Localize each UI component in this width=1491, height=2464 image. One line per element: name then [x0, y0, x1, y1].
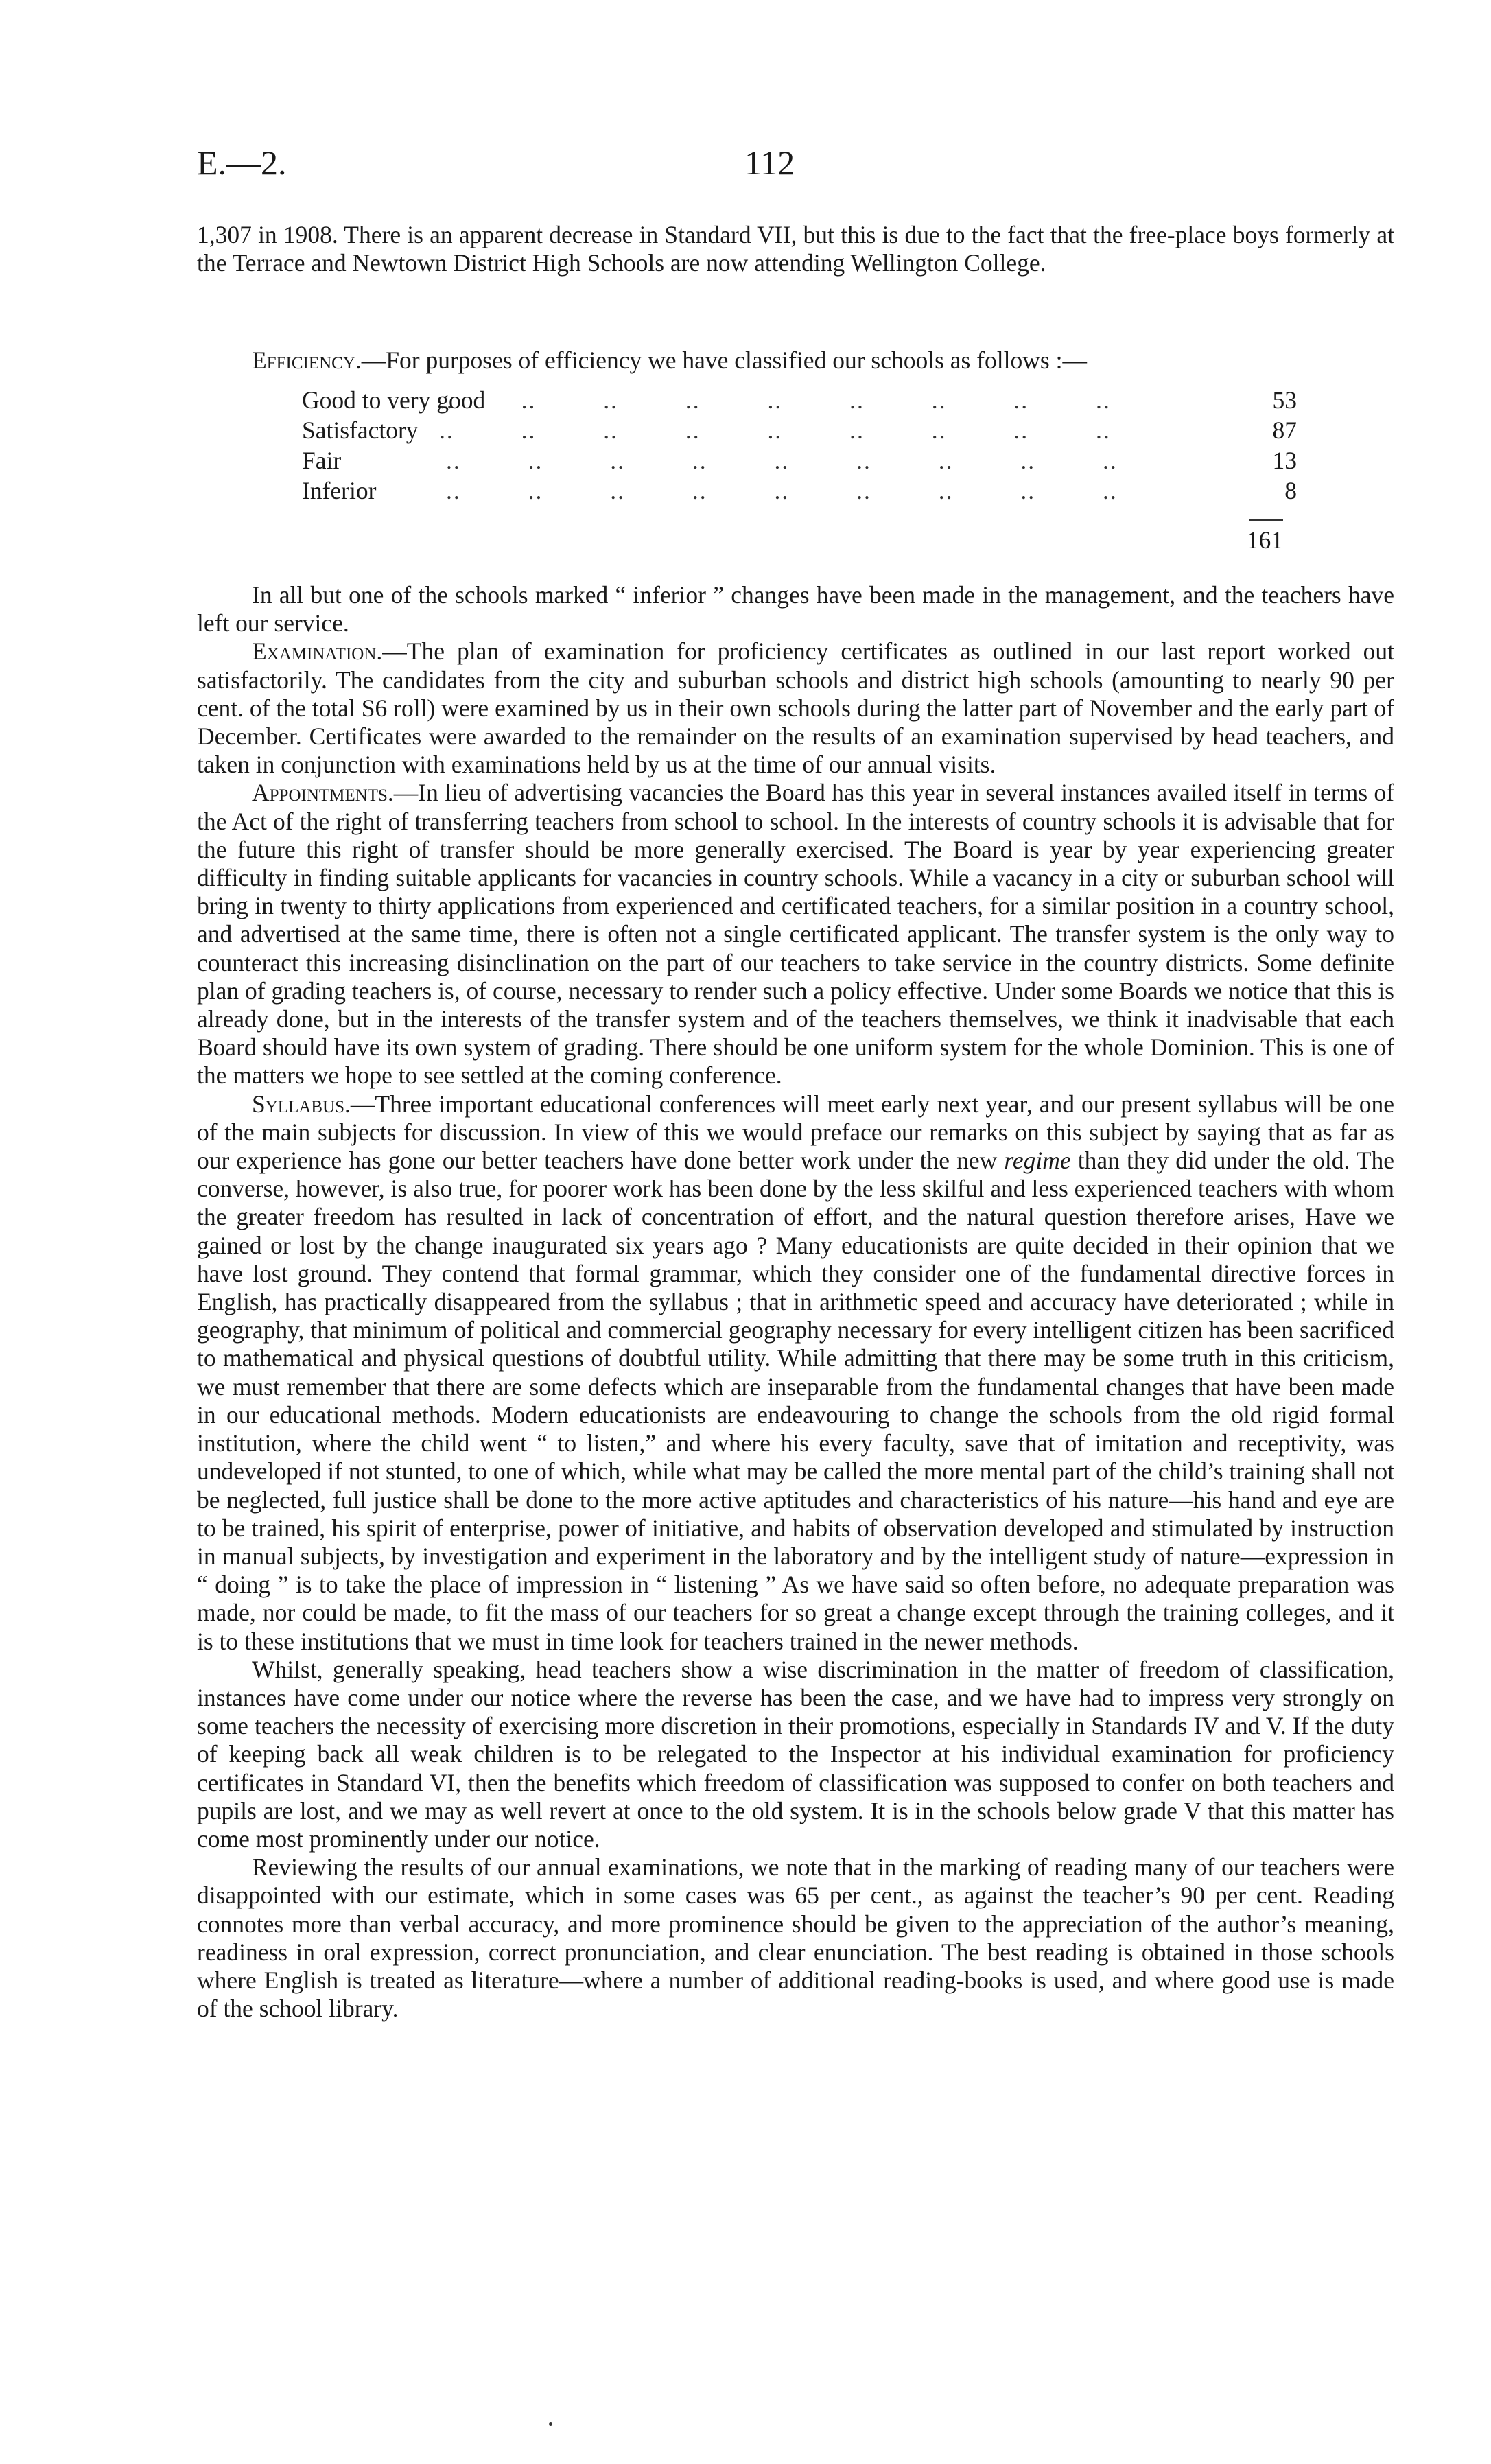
total-rule [1249, 519, 1283, 521]
efficiency-value: 8 [1284, 477, 1297, 504]
efficiency-value: 13 [1272, 447, 1297, 474]
paragraph-appointments [197, 779, 1394, 1090]
paragraph-classification: Whilst, generally speaking, head teachers show a wise discrimination in the matter of freedom of classification, instances have come under our notice where the reverse has been the case, and we have had to impress very strongly on some teachers the necessity of exercising more discretion in their promotions, especially in Standards IV and V. If the duty of keeping back all weak children is to be relegated to the Inspector at his individual examination for proficiency certificates in Standard VI, then the benefits which freedom of classification was supposed to confer on both teachers and pupils are lost, and we may as well revert at once to the old system. It is in the schools below grade V that this matter has come most prominently under our notice. [197, 1655, 1394, 1853]
syllabus-regime: regime [1004, 1147, 1071, 1175]
examination-heading: Examination. [252, 637, 383, 666]
efficiency-heading-line [252, 346, 1087, 375]
examination-text: —The plan of examination for proficiency certificates as outlined in our last report worked out satisfactorily. The candidates from the city and suburban schools and district high schools (amounting to nearly 90 per cent. of the total S6 roll) were examined by us in their own schools during the latter part of November and the early part of December. Certificates were awarded to the remainder on the results of an examination supervised by head teachers, and taken in conjunction with examinations held by us at the time of our annual visits. [197, 637, 1394, 779]
syllabus-text-a: —Three important educational conferences will meet early next year, and our present syllabus will be one of the main subjects for discussion. In view of this we would preface our remarks on this subject by saying that as far as our experience has gone our better teachers have done better work under the new [197, 1090, 1394, 1175]
efficiency-row [302, 386, 1297, 414]
report-body [197, 581, 1394, 2023]
intro-text: 1,307 in 1908. There is an apparent decrease in Standard VII, but this is due to the fact that the free-place boys formerly at the Terrace and Newtown District High Schools are now attending Wellington College. [197, 221, 1394, 277]
syllabus-heading: Syllabus. [252, 1090, 351, 1118]
efficiency-intro: —For purposes of efficiency we have classified our schools as follows :— [361, 347, 1087, 374]
paragraph-inferior: In all but one of the schools marked “ inferior ” changes have been made in the management, and the teachers have left our service. [197, 581, 1394, 637]
appointments-heading: Appointments. [252, 779, 394, 807]
efficiency-heading: Efficiency. [252, 347, 362, 374]
page-number: 112 [744, 143, 795, 182]
intro-paragraph [197, 221, 1394, 277]
leader-dots: .. .. .. .. .. .. .. .. .. [439, 386, 1111, 414]
efficiency-label: Fair [302, 447, 342, 474]
efficiency-row [302, 446, 1297, 475]
efficiency-label: Inferior [302, 477, 377, 504]
efficiency-row [302, 476, 1297, 505]
efficiency-row [302, 416, 1297, 445]
leader-dots: .. .. .. .. .. .. .. .. .. [446, 477, 1118, 504]
efficiency-label: Satisfactory [302, 416, 419, 444]
print-speck [549, 2422, 552, 2426]
series-label: E.—2. [197, 143, 287, 182]
appointments-text: —In lieu of advertising vacancies the Board has this year in several instances availed itself in terms of the Act of the right of transferring teachers from school to school. In the interests of country schools it is advisable that for the future this right of transfer should be more generally exercised. The Board is year by year experiencing greater difficulty in finding suitable applicants for vacancies in country schools. While a vacancy in a city or suburban school will bring in twenty to thirty applications from experienced and certificated teachers, for a similar position in a country school, and advertised at the same time, there is often not a single certificated applicant. The transfer system is the only way to counteract this increasing disinclination on the part of our teachers to take service in the country districts. Some definite plan of grading teachers is, of course, necessary to render such a policy effective. Under some Boards we notice that this is already done, but in the interests of the transfer system and of the teachers themselves, we think it inadvisable that each Board should have its own system of grading. There should be one uniform system for the whole Dominion. This is one of the matters we hope to see settled at the coming conference. [197, 779, 1394, 1090]
paragraph-examination [197, 637, 1394, 779]
efficiency-total: 161 [1246, 526, 1283, 554]
syllabus-text-b: than they did under the old. The converse, however, is also true, for poorer work has been done by the less skilful and less experienced teachers with whom the greater freedom has resulted in lack of concentration of effort, and the natural question therefore arises, Have we gained or lost by the change inaugurated six years ago ? Many educationists are quite decided in their opinion that we have lost ground. They contend that formal grammar, which they consider one of the fundamental directive forces in English, has practically disappeared from the syllabus ; that in arithmetic speed and accuracy have deteriorated ; while in geography, that minimum of political and commercial geography necessary for every intelligent citizen has been sacrificed to mathematical and physical questions of doubtful utility. While admitting that there may be some truth in this criticism, we must remember that there are some defects which are inseparable from the fundamental changes that have been made in our educational methods. Modern educationists are endeavouring to change the schools from the old rigid formal institution, where the child went “ to listen,” and where his every faculty, save that of imitation and receptivity, was undeveloped if not stunted, to one of which, while what may be called the more mental part of the child’s training shall not be neglected, full justice shall be done to the more active aptitudes and characteristics of his nature—his hand and eye are to be trained, his spirit of enterprise, power of initiative, and habits of observation developed and stimulated by instruction in manual subjects, by investigation and experiment in the laboratory and by the intelligent study of nature—expression in “ doing ” is to take the place of impression in “ listening ” As we have said so often before, no adequate preparation was made, nor could be made, to fit the mass of our teachers for so great a change except through the training colleges, and it is to these institutions that we must in time look for teachers trained in the newer methods. [197, 1147, 1394, 1655]
paragraph-reading: Reviewing the results of our annual examinations, we note that in the marking of reading many of our teachers were disappointed with our estimate, which in some cases was 65 per cent., as against the teacher’s 90 per cent. Reading connotes more than verbal accuracy, and more prominence should be given to the appreciation of the author’s meaning, readiness in oral expression, correct pronunciation, and clear enunciation. The best reading is obtained in those schools where English is treated as literature—where a number of additional reading-books is used, and where good use is made of the school library. [197, 1853, 1394, 2023]
leader-dots: .. .. .. .. .. .. .. .. .. [446, 447, 1118, 474]
efficiency-value: 53 [1272, 386, 1297, 414]
paragraph-syllabus [197, 1090, 1394, 1656]
leader-dots: .. .. .. .. .. .. .. .. .. [439, 416, 1111, 444]
efficiency-label: Good to very good [302, 386, 486, 414]
efficiency-value: 87 [1272, 416, 1297, 444]
